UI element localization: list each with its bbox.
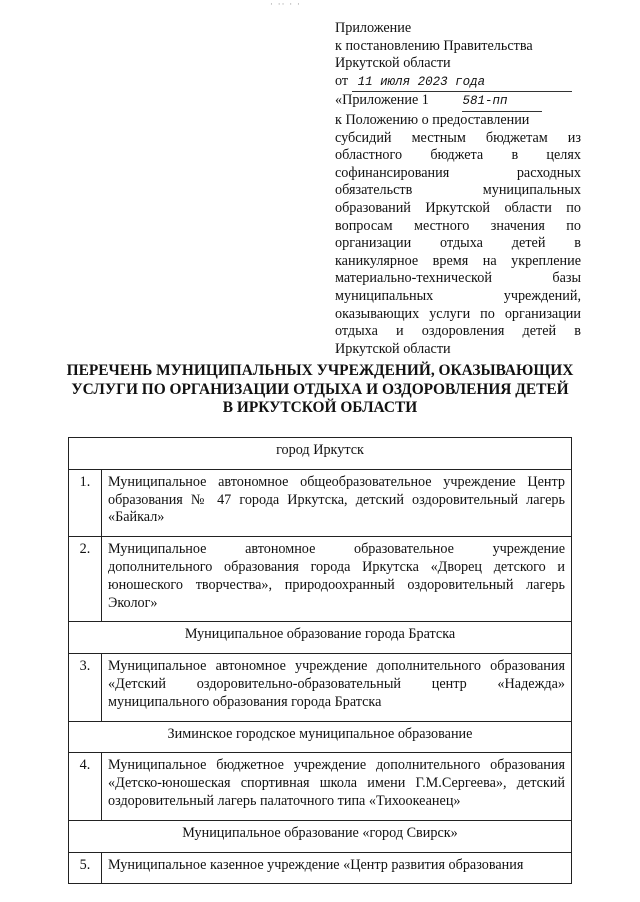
appendix-last-line: Иркутской области (335, 340, 451, 357)
table-row (69, 469, 572, 536)
section-row (69, 721, 572, 753)
item-text: Муниципальное автономное учреждение дополнительного образования «Детский оздоровительно-образовательный центр «Надежда» муниципального образования города Братска (102, 654, 572, 721)
section-row (69, 438, 572, 470)
section-row (69, 820, 572, 852)
appendix-justified-line: каникулярное время на укрепление (335, 252, 581, 269)
item-number: 3. (69, 654, 102, 721)
appendix-justified-line: вопросам местного значения по (335, 217, 581, 234)
item-text: Муниципальное автономное образовательное учреждение дополнительного образования города Иркутска «Дворец детского и юношеского творчества», природоохранный оздоровительный лагерь Эколог» (102, 537, 572, 622)
section-header: город Иркутск (69, 438, 572, 470)
annex-label: «Приложение 1 (335, 92, 429, 109)
table-row (69, 753, 572, 820)
appendix-line: Приложение (335, 20, 412, 36)
table-row (69, 654, 572, 721)
document-title (60, 362, 580, 418)
appendix-line: Иркутской области (335, 55, 451, 72)
title-line: ПЕРЕЧЕНЬ МУНИЦИПАЛЬНЫХ УЧРЕЖДЕНИЙ, ОКАЗЫВАЮЩИХ (66, 362, 574, 379)
table-row (69, 537, 572, 622)
appendix-justified (335, 112, 581, 341)
appendix-justified-line: обязательств муниципальных (335, 182, 581, 199)
item-number: 5. (69, 852, 102, 884)
item-text: Муниципальное казенное учреждение «Центр развития образования (102, 852, 572, 884)
appendix-justified-line: к Положению о предоставлении (335, 111, 530, 128)
item-number: 1. (69, 469, 102, 536)
section-header: Муниципальное образование города Братска (69, 622, 572, 654)
section-header: Муниципальное образование «город Свирск» (69, 820, 572, 852)
appendix-justified-line: областного бюджета в целях (335, 147, 581, 164)
title-line: УСЛУГИ ПО ОРГАНИЗАЦИИ ОТДЫХА И ОЗДОРОВЛЕНИЯ ДЕТЕЙ (71, 380, 569, 398)
appendix-block (335, 20, 581, 358)
appendix-line: к постановлению Правительства (335, 37, 533, 54)
number-value: 581-пп (462, 94, 508, 109)
date-line (335, 73, 581, 93)
appendix-justified-line: муниципальных учреждений, (335, 287, 581, 304)
appendix-justified-line: оказывающих услуги по организации (335, 305, 581, 322)
appendix-justified-line: образований Иркутской области по (335, 199, 581, 216)
institutions-table (68, 437, 572, 884)
item-number: 2. (69, 537, 102, 622)
appendix-justified-line: материально-технической базы (335, 270, 581, 287)
section-row (69, 622, 572, 654)
table-row (69, 852, 572, 884)
item-text: Муниципальное бюджетное учреждение дополнительного образования «Детско-юношеская спортивная школа имени Г.М.Сергеева», детский оздоровительный лагерь палаточного типа «Тихоокеанец» (102, 753, 572, 820)
section-header: Зиминское городское муниципальное образование (69, 721, 572, 753)
top-stamp: · ·· · · (270, 0, 301, 10)
item-number: 4. (69, 753, 102, 820)
appendix-justified-line: софинансирования расходных (335, 164, 581, 181)
appendix-justified-line: субсидий местным бюджетам из (335, 129, 581, 146)
title-line: В ИРКУТСКОЙ ОБЛАСТИ (222, 399, 418, 416)
date-value: 11 июля 2023 года (357, 74, 486, 89)
date-prefix: от (335, 72, 349, 89)
appendix-justified-line: отдыха и оздоровления детей в (335, 323, 581, 340)
item-text: Муниципальное автономное общеобразовательное учреждение Центр образования № 47 города Иркутска, детский оздоровительный лагерь «Байкал» (102, 469, 572, 536)
number-line (335, 92, 581, 112)
appendix-justified-line: организации отдыха детей в (335, 235, 581, 252)
